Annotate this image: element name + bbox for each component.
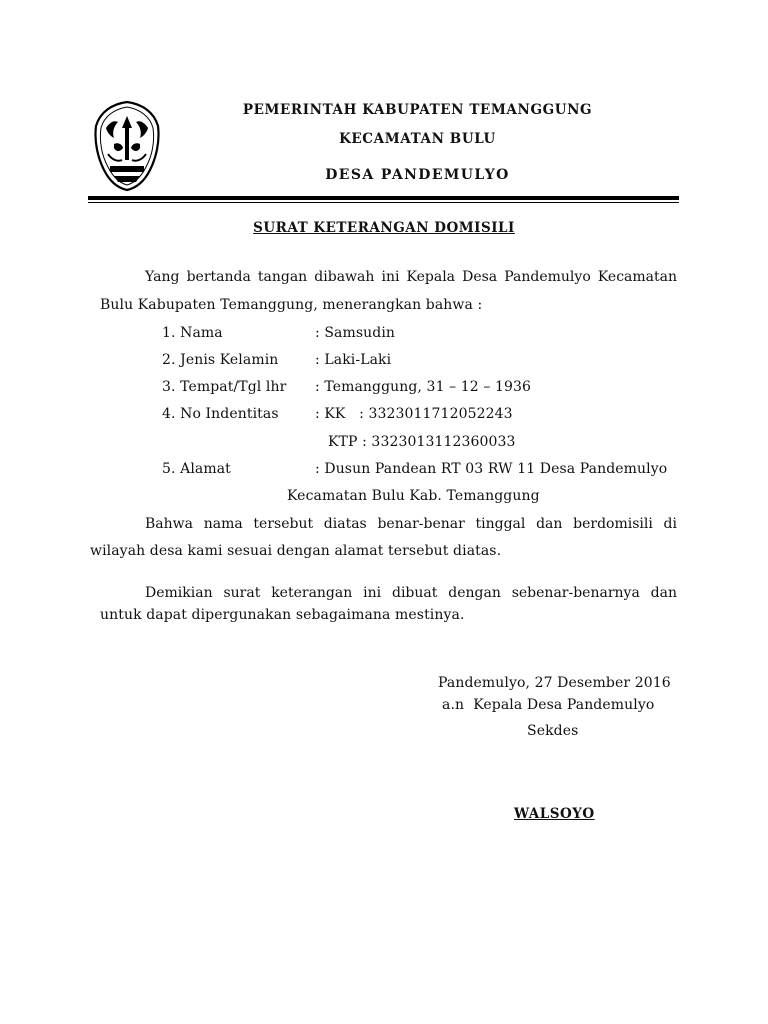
field-value-address: : Dusun Pandean RT 03 RW 11 Desa Pandemulyo (315, 461, 668, 477)
field-label-birth: 3. Tempat/Tgl lhr (162, 379, 287, 395)
signature-place-date: Pandemulyo, 27 Desember 2016 (438, 675, 671, 691)
signature-position: Sekdes (527, 723, 579, 739)
regency-emblem-logo (92, 98, 162, 192)
signature-name: WALSOYO (514, 806, 595, 822)
field-label-gender: 2. Jenis Kelamin (162, 352, 279, 368)
field-value-address-cont: Kecamatan Bulu Kab. Temanggung (287, 488, 540, 504)
para2-line-1: Bahwa nama tersebut diatas benar-benar tinggal dan berdomisili di (145, 516, 677, 532)
header-district: KECAMATAN BULU (339, 131, 496, 147)
field-label-identity: 4. No Indentitas (162, 406, 279, 422)
header-government: PEMERINTAH KABUPATEN TEMANGGUNG (242, 102, 593, 118)
signature-on-behalf: a.n Kepala Desa Pandemulyo (442, 697, 655, 713)
para2-line-2: wilayah desa kami sesuai dengan alamat tersebut diatas. (90, 543, 502, 559)
header-village: DESA PANDEMULYO (325, 167, 510, 183)
header-divider (88, 196, 679, 200)
field-label-name: 1. Nama (162, 325, 223, 341)
intro-line-1: Yang bertanda tangan dibawah ini Kepala Desa Pandemulyo Kecamatan (145, 269, 677, 285)
field-value-birth: : Temanggung, 31 – 12 – 1936 (315, 379, 532, 395)
para3-line-1: Demikian surat keterangan ini dibuat dengan sebenar-benarnya dan (145, 585, 677, 601)
field-value-kk: : KK : 3323011712052243 (315, 406, 513, 422)
header-divider-thin (88, 202, 679, 203)
intro-line-2: Bulu Kabupaten Temanggung, menerangkan bahwa : (100, 297, 483, 313)
para3-line-2: untuk dapat dipergunakan sebagaimana mestinya. (100, 607, 465, 623)
field-value-name: : Samsudin (315, 325, 396, 341)
field-value-gender: : Laki-Laki (315, 352, 392, 368)
letter-title: SURAT KETERANGAN DOMISILI (253, 220, 515, 236)
field-label-address: 5. Alamat (162, 461, 231, 477)
field-value-ktp: KTP : 3323013112360033 (328, 434, 516, 450)
